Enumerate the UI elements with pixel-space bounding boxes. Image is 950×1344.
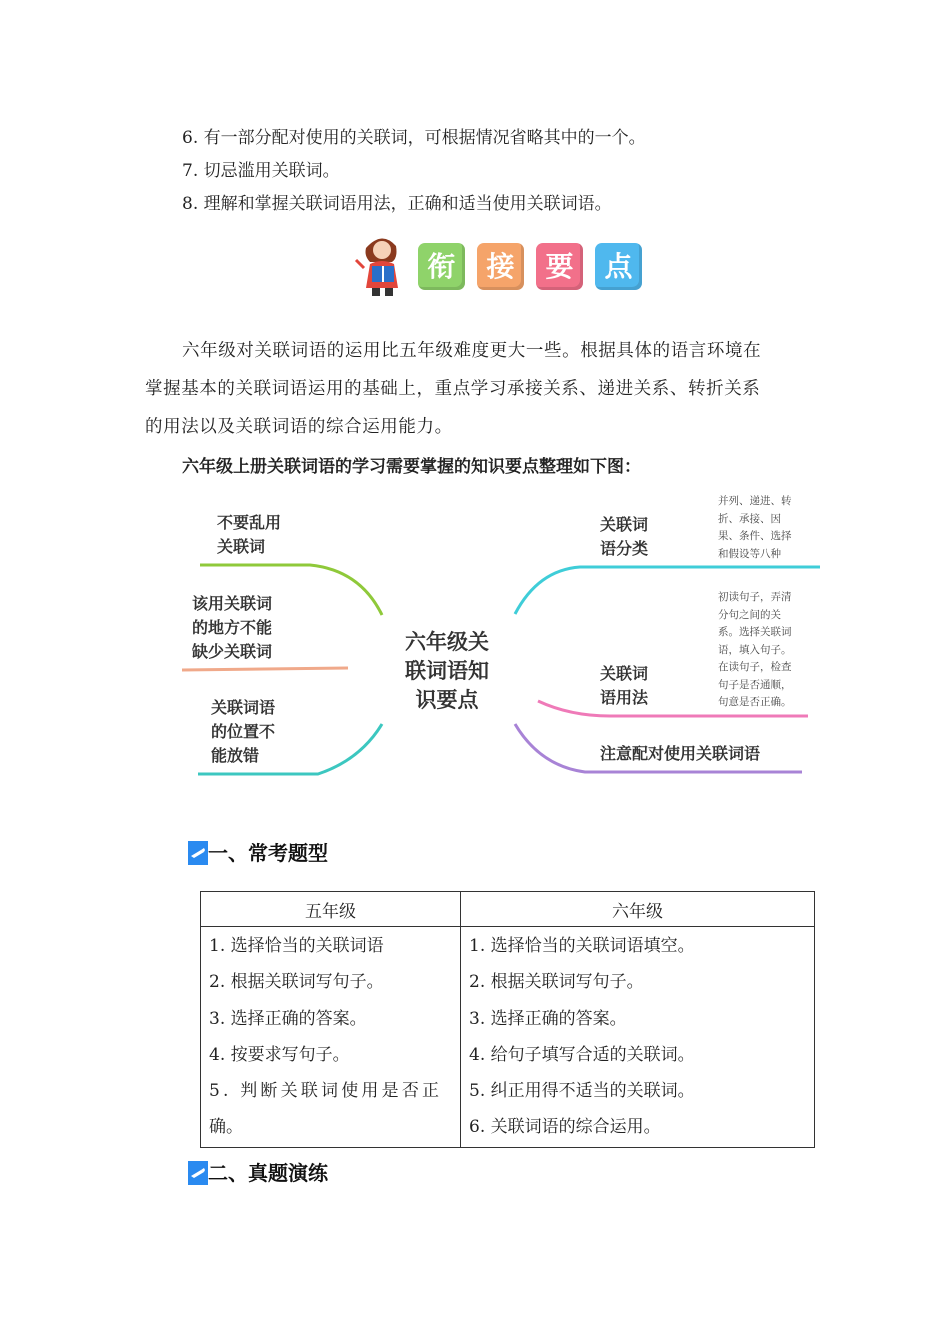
note-line: 并列、递进、转: [718, 495, 792, 507]
tile-xian: 衔: [418, 243, 465, 290]
cell-grade5: [201, 927, 461, 1148]
center-line-2: 联词语知: [405, 659, 489, 683]
list-item-8: 8. 理解和掌握关联词语用法，正确和适当使用关联词语。: [182, 194, 612, 214]
note-line: 和假设等八种: [718, 547, 781, 560]
node-dont-omit: [192, 592, 272, 664]
note-line: 初读句子，弄清: [718, 591, 792, 603]
list-item: 2. 根据关联词写句子。: [469, 972, 644, 993]
note-line: 果、条件、选择: [718, 530, 792, 542]
node-line: 不要乱用: [217, 513, 282, 532]
section-title-practice: 二、真题演练: [208, 1161, 328, 1185]
node-line: 关联词语: [211, 698, 276, 717]
note-line: 分句之间的关: [718, 608, 781, 621]
note-line: 在读句子，检查: [718, 661, 792, 673]
node-line: 的位置不: [211, 722, 276, 741]
teacher-reading-illustration: [352, 232, 420, 296]
list-item: 确。: [209, 1117, 243, 1138]
list-item: 4. 按要求写句子。: [209, 1044, 350, 1065]
list-item-7: 7. 切忌滥用关联词。: [182, 161, 340, 181]
question-type-table: [200, 891, 815, 1148]
paragraph-line-2: 掌握基本的关联词语运用的基础上，重点学习承接关系、递进关系、转折关系: [145, 379, 761, 399]
list-item: 5. 判断关联词使用是否正: [209, 1081, 443, 1102]
list-item: 6. 关联词语的综合运用。: [469, 1117, 661, 1138]
node-usage: [600, 662, 648, 710]
table-header-row: [201, 892, 815, 927]
list-item: 5. 纠正用得不适当的关联词。: [469, 1081, 695, 1102]
node-line: 能放错: [211, 746, 260, 765]
note-classification: [718, 493, 792, 563]
header-grade5: 五年级: [201, 892, 461, 927]
node-line: 缺少关联词: [192, 642, 273, 661]
list-item: 2. 根据关联词写句子。: [209, 972, 384, 993]
list-item: 4. 给句子填写合适的关联词。: [469, 1044, 695, 1065]
mind-map: [170, 490, 830, 790]
pen-icon: [188, 841, 208, 865]
list-item-6: 6. 有一部分配对使用的关联词，可根据情况省略其中的一个。: [182, 128, 646, 148]
note-line: 系。选择关联词: [718, 626, 792, 638]
note-line: 句意是否正确。: [718, 696, 792, 708]
mindmap-center: [392, 628, 502, 715]
node-line: 关联词: [600, 515, 649, 534]
paragraph-line-3: 的用法以及关联词语的综合运用能力。: [145, 417, 453, 437]
tile-jie: 接: [477, 243, 524, 290]
list-item: 3. 选择正确的答案。: [469, 1008, 627, 1029]
tile-yao: 要: [536, 243, 583, 290]
cell-grade6: [461, 927, 815, 1148]
node-line: 关联词: [600, 664, 649, 683]
node-line: 关联词: [217, 537, 266, 556]
header-grade6: 六年级: [461, 892, 815, 927]
tile-dian: 点: [595, 243, 642, 290]
list-item: 1. 选择恰当的关联词语填空。: [469, 936, 695, 956]
node-line: 语用法: [600, 688, 649, 707]
node-dont-misuse: [217, 511, 281, 559]
node-position: [211, 696, 275, 768]
section-title-common-types: 一、常考题型: [208, 841, 328, 865]
center-line-3: 识要点: [415, 688, 479, 712]
note-line: 句子是否通顺，: [718, 678, 792, 691]
node-classification: [600, 513, 648, 561]
note-line: 折、承接、因: [718, 512, 781, 525]
list-item: 1. 选择恰当的关联词语: [209, 936, 384, 956]
branch-left-middle: [182, 668, 348, 670]
center-line-1: 六年级关: [405, 630, 489, 654]
list-item: 3. 选择正确的答案。: [209, 1008, 367, 1029]
summary-heading: 六年级上册关联词语的学习需要掌握的知识要点整理如下图：: [182, 457, 641, 477]
node-line: 语分类: [600, 539, 649, 558]
note-line: 语，填入句子。: [718, 643, 792, 656]
node-line: 该用关联词: [192, 594, 273, 613]
node-pairing: 注意配对使用关联词语: [600, 744, 761, 763]
note-usage: [718, 589, 792, 712]
paragraph-line-1: 六年级对关联词语的运用比五年级难度更大一些。根据具体的语言环境在: [182, 341, 762, 361]
table-row: [201, 927, 815, 1148]
pen-icon: [188, 1161, 208, 1185]
node-line: 的地方不能: [192, 618, 273, 637]
